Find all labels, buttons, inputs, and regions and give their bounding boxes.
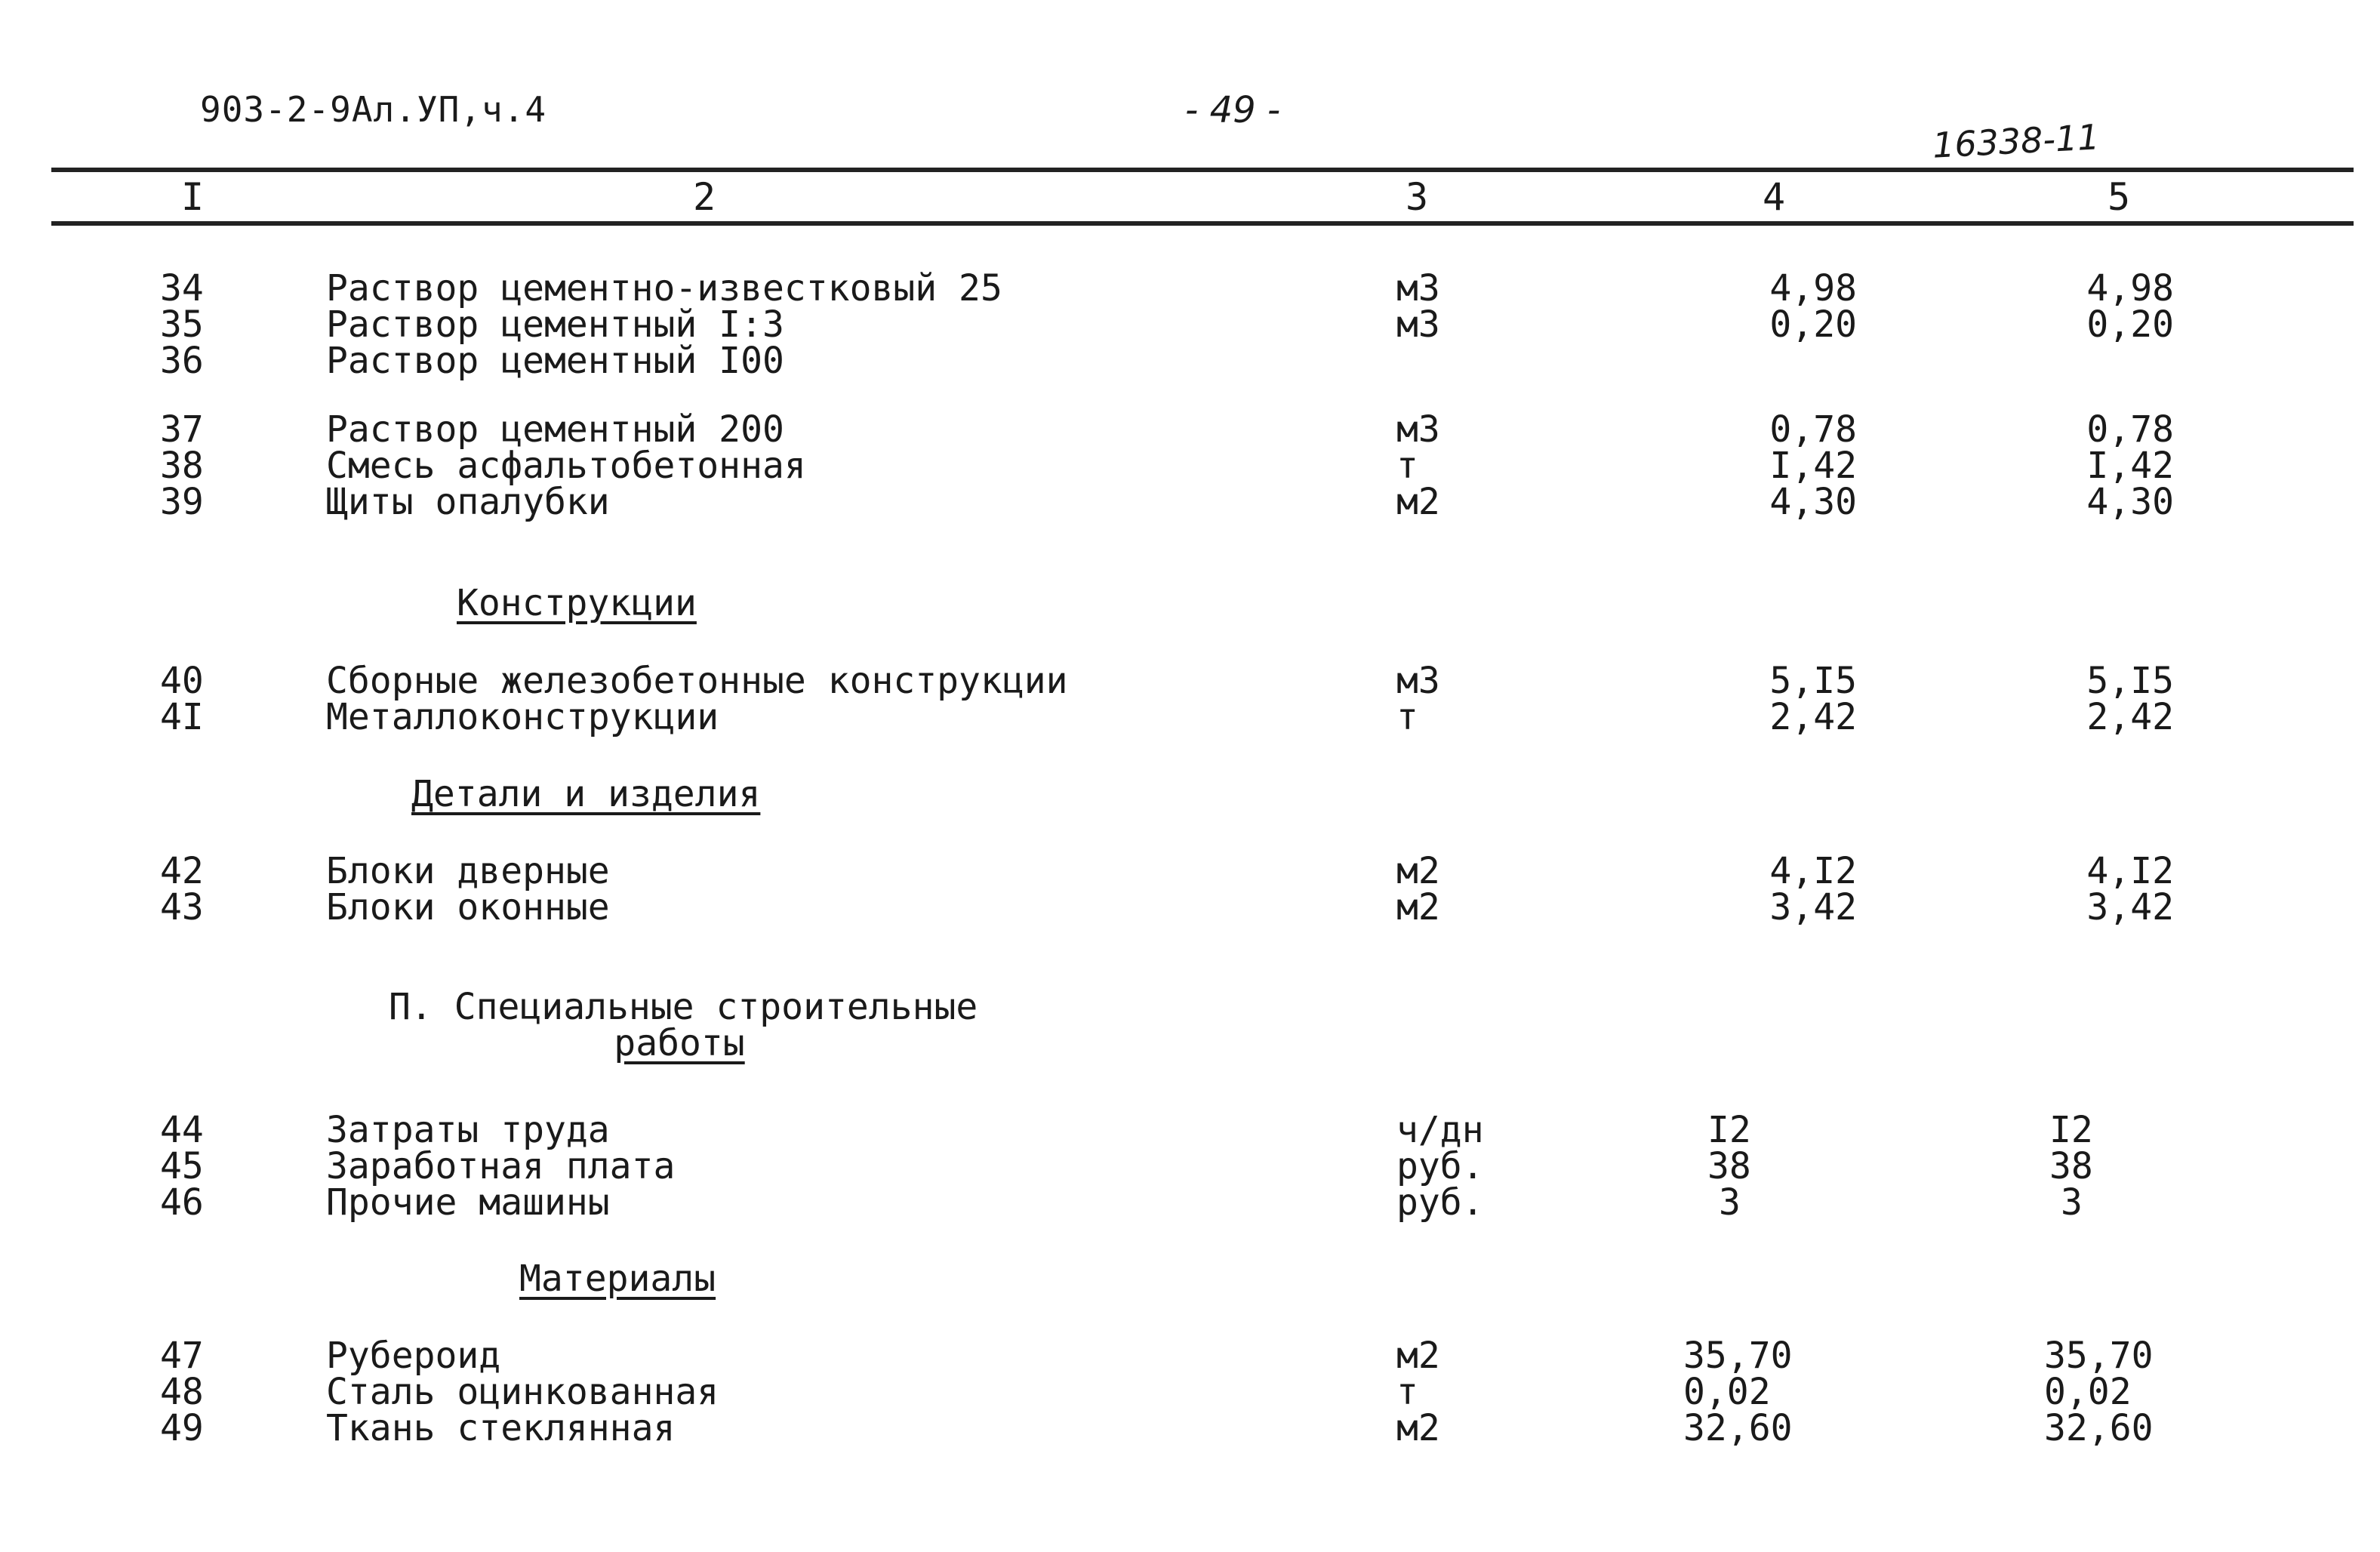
table-header-rule bbox=[51, 221, 2354, 226]
row-value-col5: I2 bbox=[2049, 1109, 2093, 1151]
row-unit: т bbox=[1396, 696, 1418, 738]
row-unit: м3 bbox=[1396, 408, 1440, 451]
section-heading-details: Детали и изделия bbox=[411, 773, 761, 815]
row-number: 42 bbox=[160, 850, 204, 892]
row-value-col4: 3,42 bbox=[1769, 886, 1857, 928]
row-name: Прочие машины bbox=[326, 1181, 610, 1224]
page-number: - 49 - bbox=[1185, 89, 1281, 131]
row-number: 34 bbox=[160, 267, 204, 309]
column-header-3: 3 bbox=[1406, 175, 1429, 219]
row-value-col5: 0,78 bbox=[2086, 408, 2174, 451]
column-header-2: 2 bbox=[693, 175, 716, 219]
row-value-col4: 32,60 bbox=[1683, 1407, 1793, 1449]
row-value-col4: 5,I5 bbox=[1769, 660, 1857, 702]
row-value-col4: I,42 bbox=[1769, 445, 1857, 487]
row-name: Раствор цементный 200 bbox=[326, 408, 784, 451]
row-unit: ч/дн bbox=[1396, 1109, 1484, 1151]
column-header-4: 4 bbox=[1763, 175, 1786, 219]
document-code: 903-2-9Ал.УП,ч.4 bbox=[200, 89, 547, 130]
row-name: Раствор цементный I:3 bbox=[326, 303, 784, 346]
row-unit: м2 bbox=[1396, 886, 1440, 928]
row-name: Затраты труда bbox=[326, 1109, 610, 1151]
row-unit: м3 bbox=[1396, 267, 1440, 309]
row-value-col5: 38 bbox=[2049, 1145, 2093, 1187]
row-number: 37 bbox=[160, 408, 204, 451]
section-heading-special-works bbox=[389, 986, 978, 1064]
row-name: Сталь оцинкованная bbox=[326, 1371, 719, 1413]
row-number: 44 bbox=[160, 1109, 204, 1151]
row-number: 40 bbox=[160, 660, 204, 702]
row-unit: м2 bbox=[1396, 1335, 1440, 1377]
section-heading-constructions: Конструкции bbox=[457, 582, 697, 624]
row-unit: т bbox=[1396, 445, 1418, 487]
row-value-col5: 35,70 bbox=[2044, 1335, 2154, 1377]
row-unit: м2 bbox=[1396, 1407, 1440, 1449]
row-number: 35 bbox=[160, 303, 204, 346]
row-number: 38 bbox=[160, 445, 204, 487]
row-value-col4: 4,98 bbox=[1769, 267, 1857, 309]
row-name: Заработная плата bbox=[326, 1145, 676, 1187]
row-value-col5: 32,60 bbox=[2044, 1407, 2154, 1449]
row-name: Блоки оконные bbox=[326, 886, 610, 928]
row-value-col5: 0,20 bbox=[2086, 303, 2174, 346]
row-number: 46 bbox=[160, 1181, 204, 1224]
row-unit: т bbox=[1396, 1371, 1418, 1413]
row-value-col5: 3 bbox=[2061, 1181, 2083, 1224]
row-value-col4: 3 bbox=[1719, 1181, 1741, 1224]
row-number: 4I bbox=[160, 696, 204, 738]
row-name: Раствор цементный I00 bbox=[326, 340, 784, 382]
row-value-col4: 4,I2 bbox=[1769, 850, 1857, 892]
column-header-5: 5 bbox=[2108, 175, 2131, 219]
row-number: 49 bbox=[160, 1407, 204, 1449]
row-number: 43 bbox=[160, 886, 204, 928]
row-name: Щиты опалубки bbox=[326, 481, 610, 523]
row-unit: м2 bbox=[1396, 481, 1440, 523]
row-number: 45 bbox=[160, 1145, 204, 1187]
row-name: Металлоконструкции bbox=[326, 696, 719, 738]
row-name: Смесь асфальтобетонная bbox=[326, 445, 806, 487]
row-name: Ткань стеклянная bbox=[326, 1407, 676, 1449]
row-unit: м3 bbox=[1396, 660, 1440, 702]
row-value-col4: 0,02 bbox=[1683, 1371, 1771, 1413]
row-name: Раствор цементно-известковый 25 bbox=[326, 267, 1002, 309]
row-unit: м2 bbox=[1396, 850, 1440, 892]
row-name: Блоки дверные bbox=[326, 850, 610, 892]
row-unit: руб. bbox=[1396, 1145, 1484, 1187]
row-value-col4: 38 bbox=[1707, 1145, 1751, 1187]
row-name: Рубероид bbox=[326, 1335, 501, 1377]
row-value-col5: 0,02 bbox=[2044, 1371, 2132, 1413]
table-top-rule bbox=[51, 168, 2354, 172]
row-value-col5: 2,42 bbox=[2086, 696, 2174, 738]
row-number: 36 bbox=[160, 340, 204, 382]
row-value-col4: 4,30 bbox=[1769, 481, 1857, 523]
row-number: 39 bbox=[160, 481, 204, 523]
row-value-col5: I,42 bbox=[2086, 445, 2174, 487]
section-heading-line: работы bbox=[614, 1022, 745, 1064]
row-value-col4: 2,42 bbox=[1769, 696, 1857, 738]
handwritten-reference-number: 16338-11 bbox=[1931, 116, 2101, 166]
row-number: 48 bbox=[160, 1371, 204, 1413]
row-name: Сборные железобетонные конструкции bbox=[326, 660, 1068, 702]
row-unit: м3 bbox=[1396, 303, 1440, 346]
row-value-col5: 5,I5 bbox=[2086, 660, 2174, 702]
row-value-col4: 0,78 bbox=[1769, 408, 1857, 451]
row-value-col5: 4,30 bbox=[2086, 481, 2174, 523]
row-value-col4: I2 bbox=[1707, 1109, 1751, 1151]
row-value-col5: 4,I2 bbox=[2086, 850, 2174, 892]
row-unit: руб. bbox=[1396, 1181, 1484, 1224]
row-value-col4: 35,70 bbox=[1683, 1335, 1793, 1377]
row-value-col5: 3,42 bbox=[2086, 886, 2174, 928]
row-value-col5: 4,98 bbox=[2086, 267, 2174, 309]
section-heading-materials: Материалы bbox=[519, 1258, 716, 1300]
row-value-col4: 0,20 bbox=[1769, 303, 1857, 346]
row-number: 47 bbox=[160, 1335, 204, 1377]
column-header-1: I bbox=[181, 175, 205, 219]
section-heading-line: П. Специальные строительные bbox=[389, 986, 978, 1028]
